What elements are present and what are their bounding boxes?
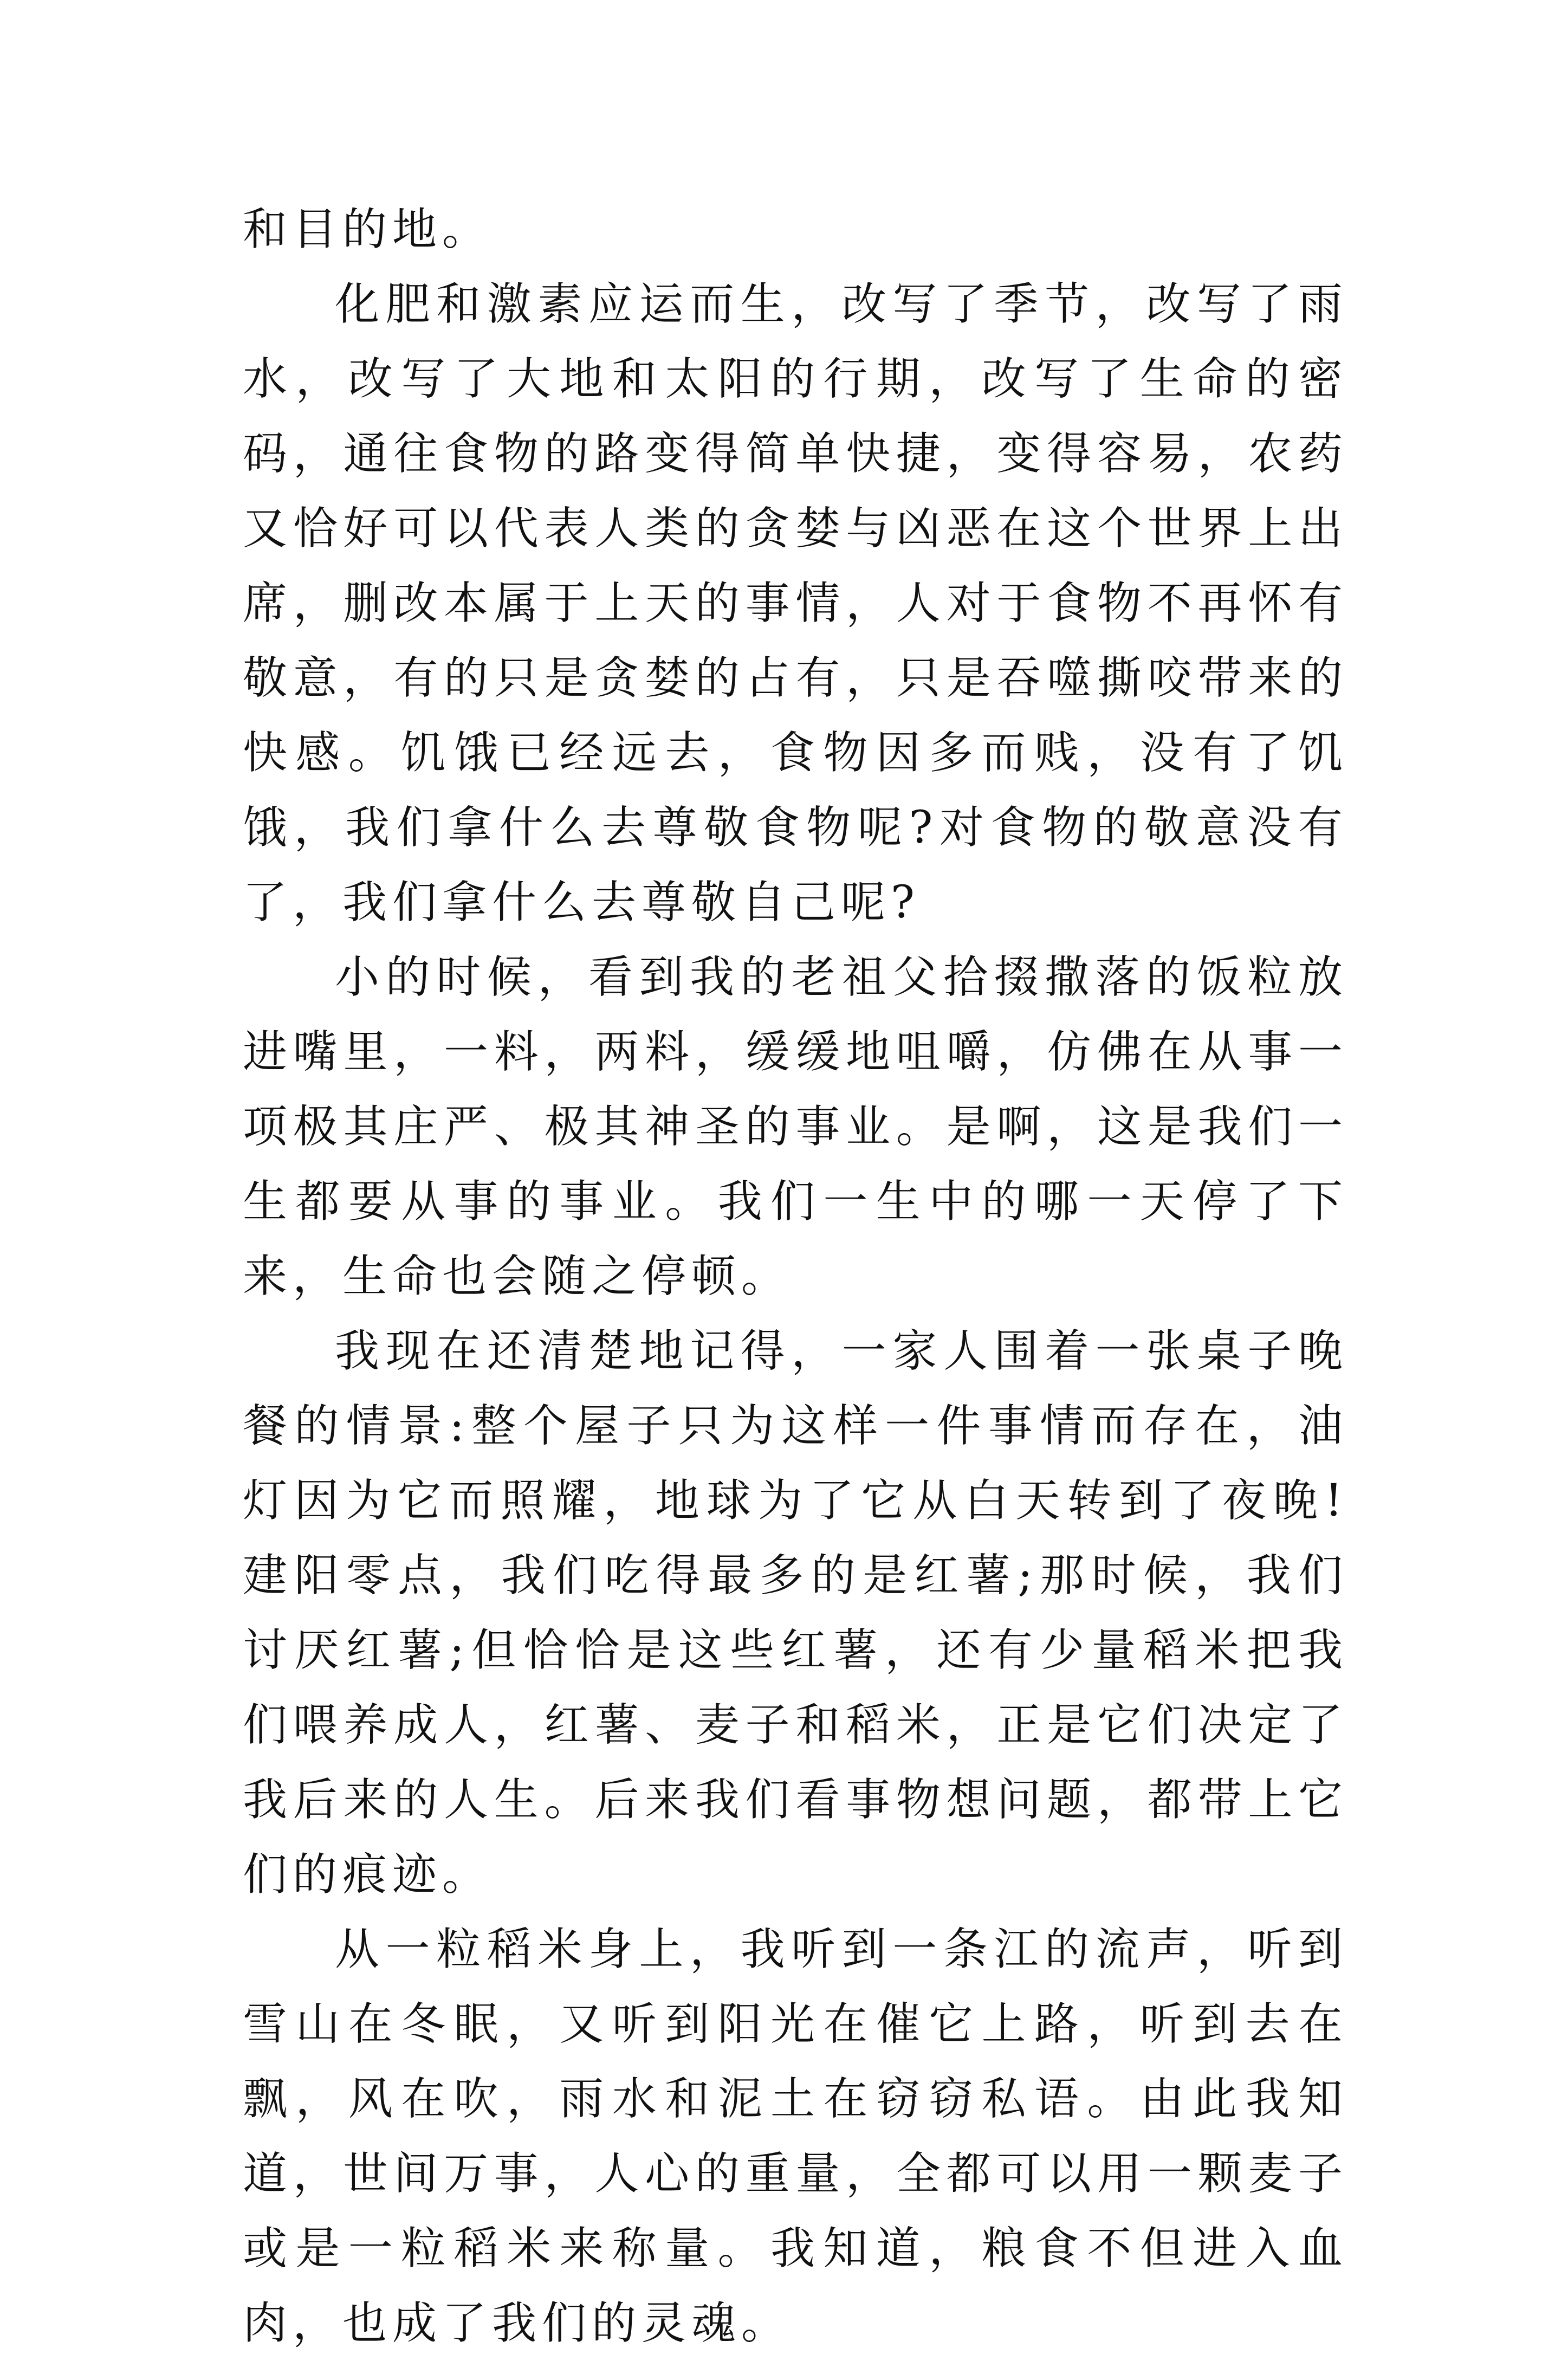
paragraph-5: 从一粒稻米身上，我听到一条江的流声，听到雪山在冬眠，又听到阳光在催它上路，听到去在飘，风在吹，雨水和泥土在窃窃私语。由此我知道，世间万事，人心的重量，全都可以用一颗麦子或是一粒稻米来称量。我知道，粮食不但进入血肉，也成了我们的灵魂。	[243, 1924, 1348, 2349]
paragraph-2: 化肥和激素应运而生，改写了季节，改写了雨水，改写了大地和太阳的行期，改写了生命的密码，通往食物的路变得简单快捷，变得容易，农药又恰好可以代表人类的贪婪与凶恶在这个世界上出席，删改本属于上天的事情，人对于食物不再怀有敬意，有的只是贪婪的占有，只是吞噬撕咬带来的快感。饥饿已经远去，食物因多而贱，没有了饥饿，我们拿什么去尊敬食物呢?对食物的敬意没有了，我们拿什么去尊敬自己呢?	[243, 279, 1348, 928]
body-text	[243, 192, 1348, 2361]
paragraph-4: 我现在还清楚地记得，一家人围着一张桌子晚餐的情景:整个屋子只为这样一件事情而存在，油灯因为它而照耀，地球为了它从白天转到了夜晚!建阳零点，我们吃得最多的是红薯;那时候，我们讨厌红薯;但恰恰是这些红薯，还有少量稻米把我们喂养成人，红薯、麦子和稻米，正是它们决定了我后来的人生。后来我们看事物想问题，都带上它们的痕迹。	[243, 1325, 1348, 1900]
paragraph-3: 小的时候，看到我的老祖父拾掇撒落的饭粒放进嘴里，一料，两料，缓缓地咀嚼，仿佛在从事一项极其庄严、极其神圣的事业。是啊，这是我们一生都要从事的事业。我们一生中的哪一天停了下来，生命也会随之停顿。	[243, 952, 1348, 1302]
paragraph-1: 和目的地。	[243, 204, 493, 255]
